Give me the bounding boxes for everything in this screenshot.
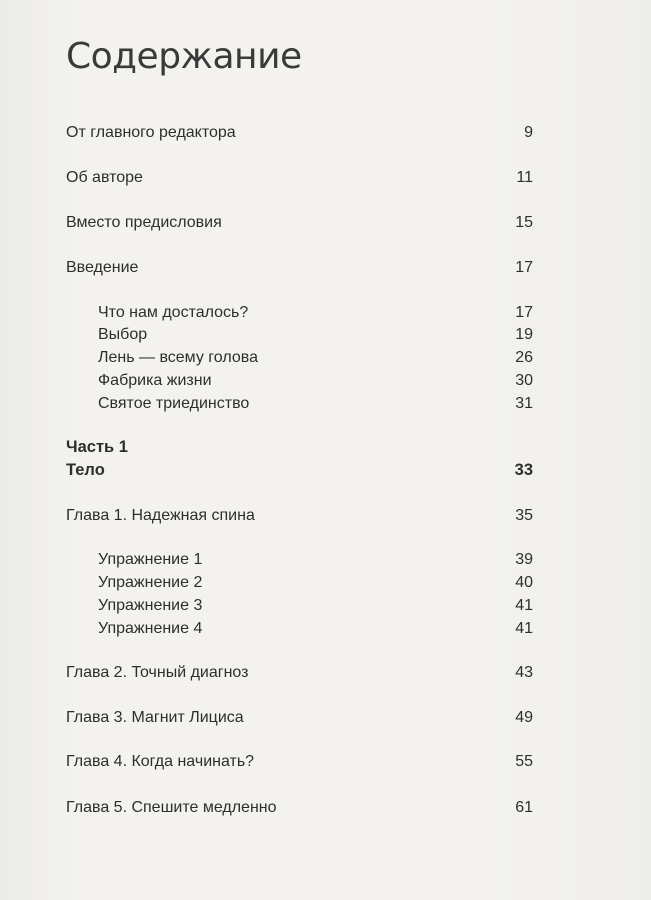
toc-entry-label: Введение	[66, 259, 139, 276]
toc-entry-label: От главного редактора	[66, 124, 236, 141]
toc-subentry	[0, 301, 651, 325]
toc-entry-label: Глава 3. Магнит Лициса	[66, 709, 244, 726]
toc-subentry	[0, 617, 651, 641]
toc-entry-introduction	[0, 256, 651, 280]
toc-entry-chapter	[0, 706, 651, 730]
toc-entry-label: Лень — всему голова	[98, 349, 258, 366]
toc-page-number: 43	[515, 664, 533, 681]
toc-entry-label: Глава 5. Спешите медленно	[66, 799, 277, 816]
toc-entry-chapter	[0, 504, 651, 528]
toc-page-number: 26	[515, 349, 533, 366]
toc-page-number: 30	[515, 372, 533, 389]
toc-subentry	[0, 369, 651, 393]
toc-part-title	[0, 458, 651, 482]
toc-entry-label: Тело	[66, 461, 105, 479]
toc-entry-editor	[0, 121, 651, 145]
toc-page-number: 35	[515, 507, 533, 524]
toc-subentry	[0, 571, 651, 595]
toc-page-number: 17	[515, 304, 533, 321]
toc-entry-label: Упражнение 1	[98, 551, 203, 568]
page-title: Содержание	[66, 36, 302, 77]
toc-page-number: 33	[514, 461, 533, 479]
toc-entry-label: Глава 1. Надежная спина	[66, 507, 255, 524]
toc-page-number: 11	[516, 169, 533, 186]
toc-entry-label: Фабрика жизни	[98, 372, 212, 389]
toc-entry-label: Вместо предисловия	[66, 214, 222, 231]
toc-page-number: 15	[515, 214, 533, 231]
toc-subentry	[0, 392, 651, 416]
toc-entry-label: Выбор	[98, 326, 148, 343]
toc-page-number: 55	[515, 753, 533, 770]
toc-entry-chapter	[0, 750, 651, 774]
toc-entry-label: Упражнение 2	[98, 574, 203, 591]
toc-entry-label: Глава 4. Когда начинать?	[66, 753, 255, 770]
toc-part-heading	[0, 435, 651, 459]
toc-subentry	[0, 346, 651, 370]
toc-page-number: 31	[515, 395, 533, 412]
toc-entry-label: Упражнение 4	[98, 620, 203, 637]
toc-page-number: 9	[524, 124, 533, 141]
toc-page-number: 61	[515, 799, 533, 816]
toc-entry-label: Глава 2. Точный диагноз	[66, 664, 249, 681]
toc-page-number: 41	[515, 620, 533, 637]
toc-subentry	[0, 548, 651, 572]
toc-entry-chapter	[0, 796, 651, 820]
toc-entry-label: Святое триединство	[98, 395, 250, 412]
toc-page-number: 40	[515, 574, 533, 591]
toc-entry-label: Об авторе	[66, 169, 143, 186]
toc-entry-preface	[0, 211, 651, 235]
toc-subentry	[0, 323, 651, 347]
toc-page-number: 49	[515, 709, 533, 726]
toc-page-number: 19	[515, 326, 533, 343]
toc-entry-label: Часть 1	[66, 438, 128, 456]
toc-entry-author	[0, 166, 651, 190]
toc-entry-label: Что нам досталось?	[98, 304, 249, 321]
toc-page-number: 17	[515, 259, 533, 276]
toc-entry-label: Упражнение 3	[98, 597, 203, 614]
toc-page-number: 41	[515, 597, 533, 614]
toc-entry-chapter	[0, 661, 651, 685]
toc-subentry	[0, 594, 651, 618]
toc-page-number: 39	[515, 551, 533, 568]
